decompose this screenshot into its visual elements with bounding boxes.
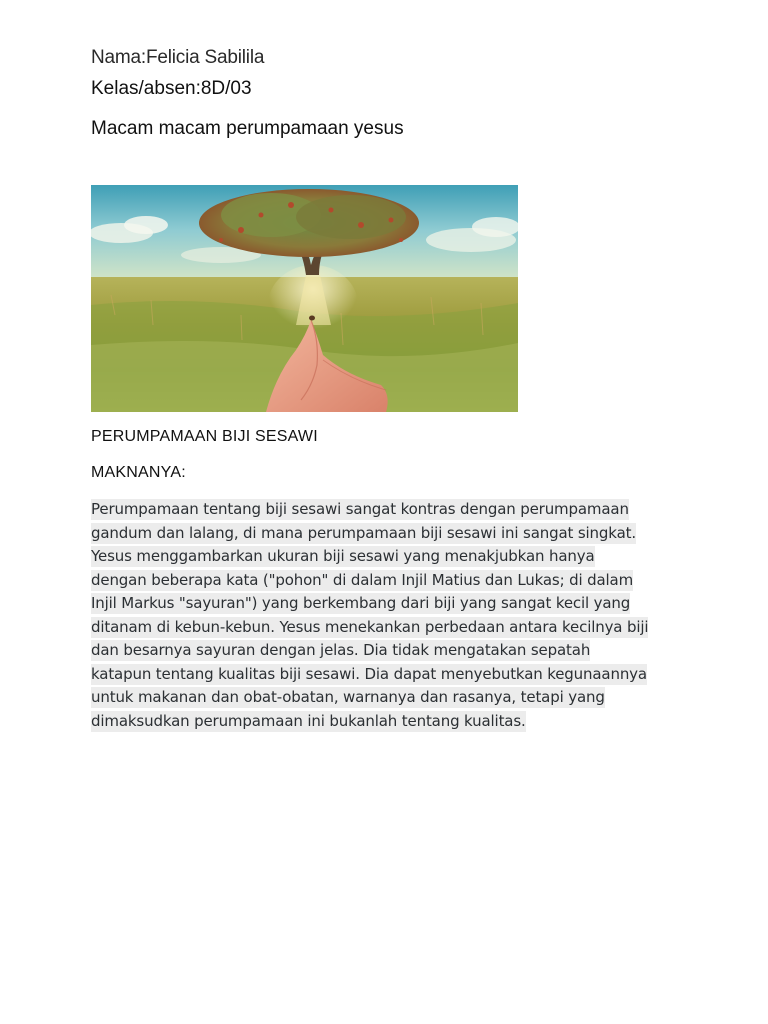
meaning-paragraph bbox=[91, 498, 691, 733]
paragraph-line: dengan beberapa kata ("pohon" di dalam Injil Matius dan Lukas; di dalam bbox=[91, 570, 634, 589]
meaning-label: MAKNANYA: bbox=[91, 464, 186, 481]
paragraph-line: Injil Markus "sayuran") yang berkembang dari biji yang sangat kecil yang bbox=[91, 594, 631, 612]
student-name: Nama:Felicia Sabilila bbox=[91, 47, 265, 68]
student-class: Kelas/absen:8D/03 bbox=[91, 78, 252, 99]
paragraph-line: untuk makanan dan obat-obatan, warnanya dan rasanya, tetapi yang bbox=[91, 688, 605, 706]
paragraph-line: Perumpamaan tentang biji sesawi sangat kontras dengan perumpamaan bbox=[91, 500, 629, 518]
section-heading: PERUMPAMAAN BIJI SESAWI bbox=[91, 428, 318, 445]
mustard-seed-tree-illustration-icon bbox=[91, 185, 518, 412]
paragraph-line: ditanam di kebun-kebun. Yesus menekankan perbedaan antara kecilnya biji bbox=[91, 617, 649, 636]
paragraph-line: dimaksudkan perumpamaan ini bukanlah tentang kualitas. bbox=[91, 711, 526, 730]
paragraph-line: dan besarnya sayuran dengan jelas. Dia tidak mengatakan sepatah bbox=[91, 641, 591, 659]
paragraph-line: Yesus menggambarkan ukuran biji sesawi yang menakjubkan hanya bbox=[91, 547, 595, 565]
paragraph-line: gandum dan lalang, di mana perumpamaan biji sesawi ini sangat singkat. bbox=[91, 523, 636, 542]
document-title: Macam macam perumpamaan yesus bbox=[91, 118, 404, 139]
paragraph-line: katapun tentang kualitas biji sesawi. Dia dapat menyebutkan kegunaannya bbox=[91, 664, 647, 683]
